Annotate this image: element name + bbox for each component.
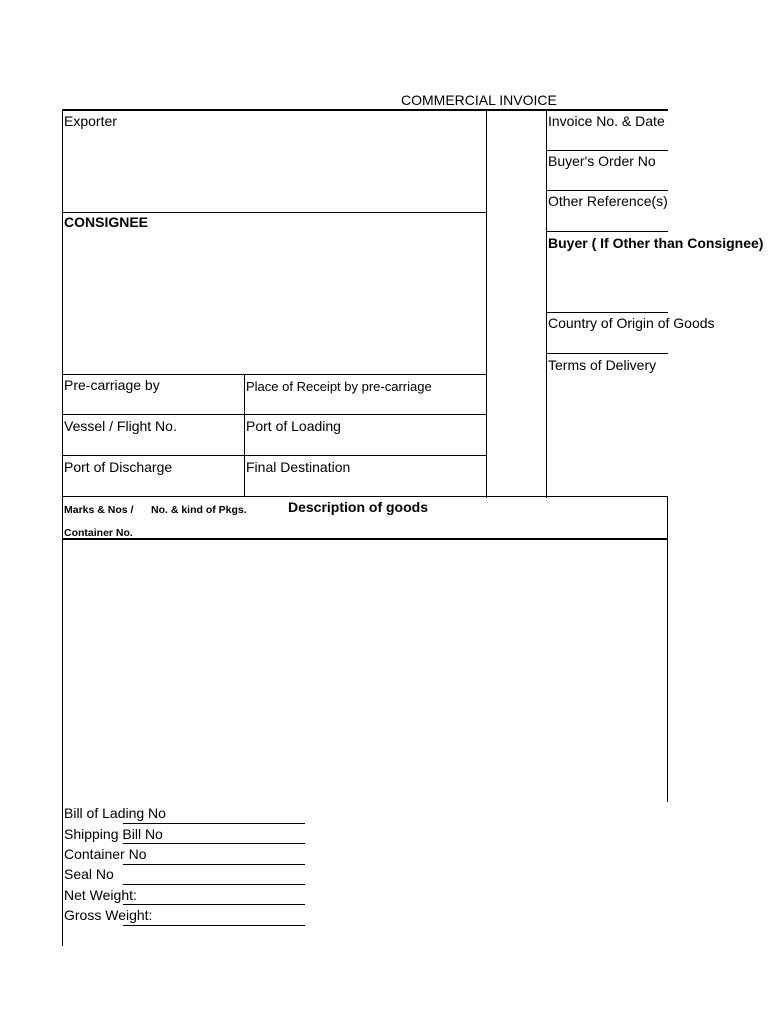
country-of-origin-label: Country of Origin of Goods	[548, 315, 715, 331]
shipping-grid-row3	[62, 455, 487, 456]
exporter-label: Exporter	[64, 113, 117, 129]
consignee-label: CONSIGNEE	[64, 214, 149, 230]
shipping-grid-row2	[62, 414, 487, 415]
right-sep-3	[546, 231, 668, 232]
right-sep-5	[546, 353, 668, 354]
place-of-receipt-label: Place of Receipt by pre-carriage	[246, 379, 432, 394]
shipping-bill-label: Shipping Bill No	[64, 826, 163, 842]
underline-shipping-bill	[123, 843, 305, 844]
final-destination-label: Final Destination	[246, 459, 351, 475]
gross-weight-label: Gross Weight:	[64, 907, 153, 923]
left-border	[62, 110, 63, 946]
bill-of-lading-label: Bill of Lading No	[64, 805, 166, 821]
invoice-title: COMMERCIAL INVOICE	[401, 92, 557, 108]
buyer-if-other-label: Buyer ( If Other than Consignee)	[548, 235, 764, 251]
terms-of-delivery-label: Terms of Delivery	[548, 357, 657, 373]
other-references-label: Other Reference(s)	[548, 193, 668, 209]
goods-header-bottom	[62, 538, 668, 540]
right-sep-1	[546, 150, 668, 151]
invoice-no-date-label: Invoice No. & Date	[548, 113, 665, 129]
right-sep-2	[546, 190, 668, 191]
kind-of-pkgs-label: No. & kind of Pkgs.	[151, 504, 247, 516]
container-no-label: Container No	[64, 846, 147, 862]
underline-gross-weight	[123, 925, 305, 926]
right-sep-4	[546, 312, 668, 313]
underline-net-weight	[123, 904, 305, 905]
goods-right-border	[667, 496, 668, 802]
middle-divider-left	[486, 110, 487, 498]
seal-no-label: Seal No	[64, 866, 114, 882]
net-weight-label: Net Weight:	[64, 887, 137, 903]
port-of-discharge-label: Port of Discharge	[64, 459, 173, 475]
shipping-grid-divider	[244, 375, 245, 497]
container-no-header-label: Container No.	[64, 527, 133, 539]
pre-carriage-label: Pre-carriage by	[64, 377, 160, 393]
exporter-separator	[62, 212, 487, 213]
vessel-flight-label: Vessel / Flight No.	[64, 418, 177, 434]
underline-container	[123, 864, 305, 865]
goods-header-top	[62, 496, 668, 497]
top-border	[62, 109, 668, 111]
middle-divider-right	[546, 110, 547, 498]
underline-bill-of-lading	[123, 823, 305, 824]
description-of-goods-label: Description of goods	[288, 499, 428, 515]
shipping-grid-top	[62, 374, 487, 375]
buyers-order-label: Buyer's Order No	[548, 153, 656, 169]
port-of-loading-label: Port of Loading	[246, 418, 341, 434]
marks-nos-label: Marks & Nos /	[64, 504, 134, 516]
underline-seal	[123, 884, 305, 885]
